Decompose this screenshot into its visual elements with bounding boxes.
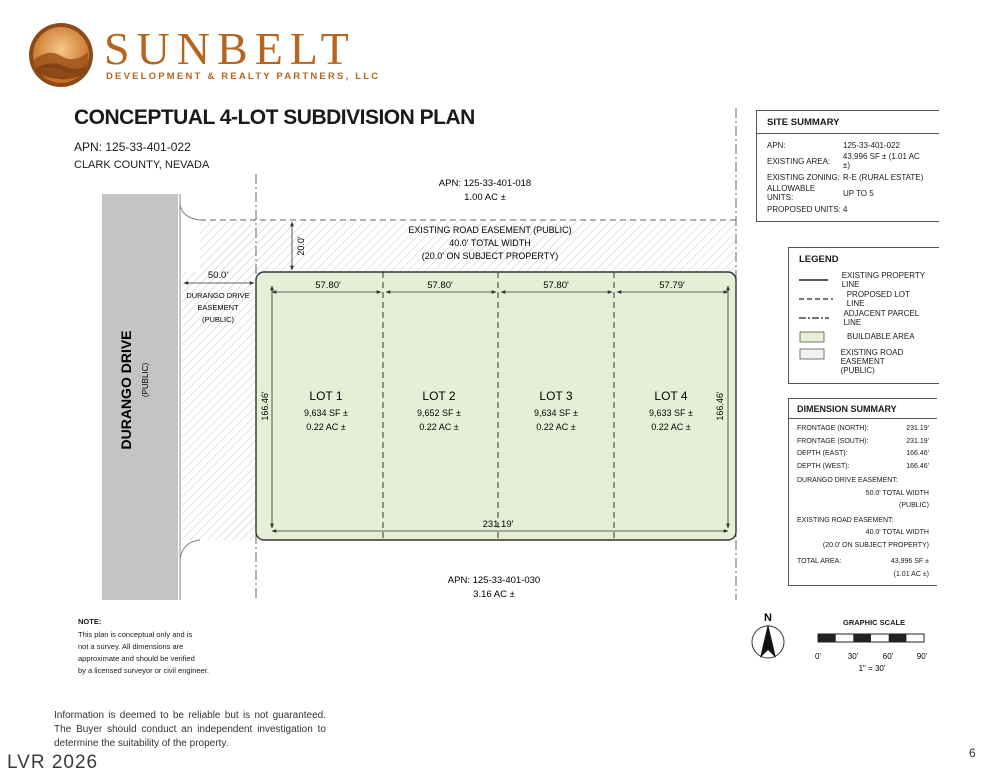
curb-north: [180, 194, 200, 220]
site-value: R-E (RURAL ESTATE): [843, 172, 924, 182]
legend-label: EXISTING PROPERTY LINE: [841, 270, 925, 289]
dim-total: [789, 552, 937, 581]
scale-tick-30: 30': [847, 652, 859, 661]
dim-value: 166.46': [906, 462, 929, 470]
plan-county: CLARK COUNTY, NEVADA: [74, 159, 210, 171]
site-value: 43,996 SF ± (1.01 AC ±): [842, 152, 920, 170]
dim-row: [789, 448, 937, 461]
site-key: PROPOSED UNITS:: [767, 204, 841, 214]
lot-2-ac: 0.22 AC ±: [419, 422, 459, 432]
easement-depth-label: 20.0': [296, 236, 306, 256]
legend-label: EXISTING ROAD EASEMENT (PUBLIC): [840, 348, 904, 375]
durango-easement-label-1: DURANGO DRIVE: [186, 291, 250, 300]
dim-key: FRONTAGE (NORTH):: [797, 425, 869, 432]
dim-value: (20.0' ON SUBJECT PROPERTY): [822, 541, 929, 549]
property-buildable-area: [256, 272, 736, 540]
plan-apn: APN: 125-33-401-022: [74, 140, 191, 154]
dimension-summary-box: [788, 398, 937, 586]
legend-item: [789, 289, 939, 308]
legend-item: [789, 270, 939, 289]
scale-ratio: 1" = 30': [858, 664, 886, 673]
dash-dot-line-icon: [799, 315, 829, 321]
dim-value: 166.46': [906, 450, 929, 457]
graphic-scale-bar: [818, 634, 924, 642]
scale-tick-60: 60': [882, 652, 894, 661]
legend-item: [789, 308, 939, 327]
page-number: 6: [969, 746, 976, 760]
west-depth-label: 166.46': [260, 391, 270, 421]
lot-3-width: 57.80': [543, 280, 569, 291]
site-key: ALLOWABLE UNITS:: [767, 184, 816, 202]
dim-value: 43,996 SF ± (1.01 AC ±): [890, 558, 929, 578]
legend-label: PROPOSED LOT LINE: [846, 289, 910, 308]
dashed-line-icon: [799, 296, 833, 302]
dim-value: 40.0' TOTAL WIDTH: [865, 529, 929, 536]
durango-road: [102, 194, 178, 600]
site-row: [757, 169, 939, 185]
dim-road: [789, 513, 937, 553]
note-title: NOTE:: [78, 617, 102, 626]
dim-value: (PUBLIC): [899, 502, 929, 509]
total-frontage-label: 231.19': [482, 519, 514, 530]
lot-3-name: LOT 3: [539, 389, 573, 403]
site-key: EXISTING AREA:: [767, 156, 831, 166]
dim-value: 231.19': [906, 437, 929, 445]
dim-key: TOTAL AREA:: [797, 558, 842, 565]
legend-label: BUILDABLE AREA: [847, 332, 915, 341]
lot-1-sf: 9,634 SF ±: [304, 408, 348, 418]
lot-4-name: LOT 4: [654, 389, 688, 403]
site-row: [757, 201, 939, 217]
dim-key: DEPTH (WEST):: [797, 462, 850, 470]
dim-key: EXISTING ROAD EASEMENT:: [797, 516, 894, 524]
disclaimer-text: Information is deemed to be reliable but is not guaranteed. The Buyer should conduct an independent investigation to determine the suitability of the property.: [54, 710, 326, 749]
lot-4-ac: 0.22 AC ±: [651, 422, 691, 432]
dimension-summary-heading: DIMENSION SUMMARY: [789, 399, 937, 419]
logo-subtitle: DEVELOPMENT & REALTY PARTNERS, LLC: [106, 71, 381, 82]
scale-tick-0: 0': [815, 652, 821, 661]
site-value: 4: [843, 204, 848, 214]
north-parcel-apn: APN: 125-33-401-018: [438, 178, 532, 189]
logo-wordmark: SUNBELT: [104, 23, 356, 74]
curb-south: [180, 540, 200, 600]
legend-label: ADJACENT PARCEL LINE: [843, 308, 919, 327]
dim-row: [789, 436, 937, 449]
durango-width-label: 50.0': [207, 270, 229, 281]
road-sub-label: (PUBLIC): [141, 362, 150, 398]
south-parcel-area: 3.16 AC ±: [473, 589, 515, 600]
easement-swatch-icon: [799, 348, 827, 360]
durango-easement-area: [182, 272, 256, 540]
site-value: UP TO 5: [843, 188, 874, 198]
south-parcel-apn: APN: 125-33-401-030: [447, 575, 541, 586]
site-key: EXISTING ZONING:: [767, 172, 840, 182]
north-parcel-area: 1.00 AC ±: [464, 192, 506, 203]
site-row: [757, 185, 939, 201]
easement-label-2: 40.0' TOTAL WIDTH: [449, 238, 531, 248]
legend-item: [789, 346, 939, 374]
lot-2-name: LOT 2: [422, 389, 456, 403]
site-row: [757, 137, 939, 153]
buildable-swatch-icon: [799, 331, 833, 343]
site-row: [757, 153, 939, 169]
easement-label-3: (20.0' ON SUBJECT PROPERTY): [421, 251, 559, 261]
easement-label-1: EXISTING ROAD EASEMENT (PUBLIC): [408, 225, 572, 235]
dim-key: DEPTH (EAST):: [797, 450, 848, 457]
scale-tick-90: 90': [916, 652, 928, 661]
plan-title: CONCEPTUAL 4-LOT SUBDIVISION PLAN: [74, 106, 475, 129]
lot-4-width: 57.79': [659, 280, 685, 291]
north-arrow-letter: N: [764, 612, 772, 624]
lot-2-width: 57.80': [427, 280, 453, 291]
site-summary-heading: SITE SUMMARY: [757, 111, 939, 134]
lot-1-ac: 0.22 AC ±: [306, 422, 346, 432]
dim-key: DURANGO DRIVE EASEMENT:: [797, 477, 898, 484]
lot-1-width: 57.80': [315, 280, 341, 291]
dim-durango: [789, 473, 937, 513]
lot-1-name: LOT 1: [309, 389, 343, 403]
site-value: 125-33-401-022: [843, 140, 900, 150]
dim-row: [789, 423, 937, 436]
north-arrow-icon: [752, 624, 784, 658]
site-summary-box: [756, 110, 939, 222]
site-key: APN:: [767, 140, 786, 150]
dim-key: FRONTAGE (SOUTH):: [797, 437, 869, 445]
legend-item: [789, 327, 939, 346]
durango-easement-label-2: EASEMENT: [197, 303, 239, 312]
graphic-scale-title: GRAPHIC SCALE: [843, 618, 906, 627]
lot-2-sf: 9,652 SF ±: [417, 408, 461, 418]
dim-value: 231.19': [906, 425, 929, 432]
lot-3-ac: 0.22 AC ±: [536, 422, 576, 432]
lot-4-sf: 9,633 SF ±: [649, 408, 693, 418]
east-depth-label: 166.46': [715, 391, 725, 421]
dim-row: [789, 461, 937, 474]
lot-3-sf: 9,634 SF ±: [534, 408, 578, 418]
solid-line-icon: [799, 277, 828, 283]
durango-easement-label-3: (PUBLIC): [201, 315, 235, 324]
legend-box: [788, 247, 939, 384]
dim-value: 50.0' TOTAL WIDTH: [865, 489, 929, 497]
note-text: This plan is conceptual only and is not a survey. All dimensions are approximate and should be verified by a licensed surveyor or civil engineer.: [78, 630, 209, 675]
legend-heading: LEGEND: [799, 254, 839, 265]
mls-badge: LVR 2026: [7, 752, 99, 773]
road-name-label: DURANGO DRIVE: [118, 330, 134, 450]
